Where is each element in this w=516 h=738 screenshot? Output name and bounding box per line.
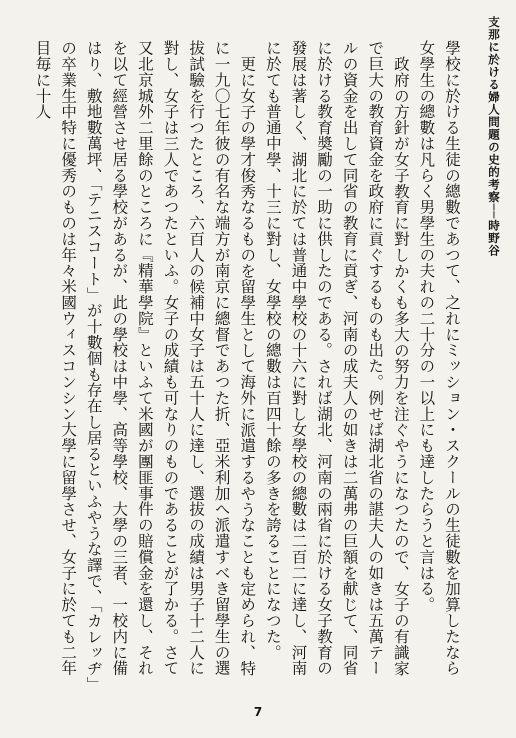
- body-text: [32, 40, 464, 688]
- paragraph-2: 政府の方針が女子教育に對しかくも多大の努力を注ぐやうになつたので、女子の有識家で巨大の教育資金を政府に貢ぐするものも出た。例せば湖北省の諶夫人の如きは五萬テールの資金を出して同省の教育に貢ぎ、河南の成夫人の如きは二萬弗の巨額を献じて、同省に於ける教育奬勵の一助に供したのである。されば湖北、河南の兩省に於ける女子教育の發展は著しく、湖北に於ては普通中學校の十六に對し女學校の總數は二百二に達し、河南に於ても普通中學、十三に對し、女學校の總數は百四十餘の多きを誇ることになつた。: [263, 40, 410, 676]
- page-number: 7: [253, 705, 263, 719]
- running-header: 支那に於ける婦人問題の史的考察──時野谷: [487, 16, 501, 257]
- paragraph-3: 更に女子の學才俊秀なるものを留學生として海外に派遣するやうなことも定められ、特に一九〇七年彼の有名な端方が南京に總督であつた折、亞米利加へ派遣すべき留學生の選拔試驗を行つたところ、六百人の候補中女子は五十人に達し、選拔の成績は男子十二人に對し、女子は三人であつたといふ。女子の成績も可なりのものであることが了かる。さて又北京城外二里餘のところに『精華學院』といふて米國が團匪事件の賠償金を還し、それを以て經營させ居る學校があるが、此の學校は中學、高等學校、大學の三者、一校内に備はり、敷地數萬坪、「テニスコート」が十數個も存在し居るといふやうな譯で、「カレッヂ」の卒業生中特に優秀のものは年々米國ウィスコンシン大學に留學させ、女子に於ても二年目毎に十人: [33, 40, 257, 685]
- paragraph-1: 學校に於ける生徒の總數であつて、之れにミッション・スクールの生徒數を加算したなら女學生の總數は凡らく男學生の夫れの二十分の一以上にも達したらうと言はる。: [417, 40, 461, 676]
